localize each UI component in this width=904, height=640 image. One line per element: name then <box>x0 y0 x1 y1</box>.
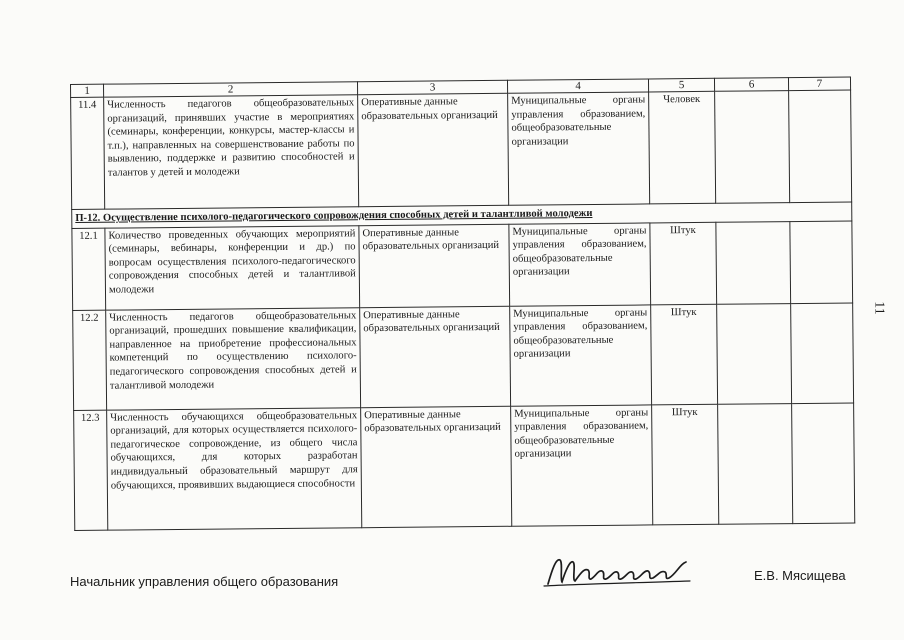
row-number: 11.4 <box>71 97 105 209</box>
data-source: Оперативные данные образовательных организаций <box>361 406 512 527</box>
signatory-position: Начальник управления общего образования <box>70 574 339 589</box>
indicators-table <box>70 77 855 531</box>
header-cell: 1 <box>71 84 104 97</box>
header-cell: 4 <box>507 79 648 93</box>
unit: Штук <box>651 304 718 405</box>
empty-cell <box>716 221 791 304</box>
row-number: 12.1 <box>72 228 106 310</box>
table-row <box>74 403 855 530</box>
indicator-text: Численность обучающихся общеобразовательных организаций, для которых осуществляется психолого-педагогическое сопровождение, из общего числа обучающихся, для которых разработан индивидуальный образовательный маршрут для обучающихся, проявивших выдающиеся способности <box>107 407 362 529</box>
responsible-body: Муниципальные органы управления образованием, общеобразовательные организации <box>508 92 650 205</box>
data-source: Оперативные данные образовательных организаций <box>360 306 511 407</box>
header-cell: 7 <box>788 77 850 91</box>
responsible-body: Муниципальные органы управления образованием, общеобразовательные организации <box>511 405 653 526</box>
data-source: Оперативные данные образовательных организаций <box>359 224 510 307</box>
page-number: 11 <box>871 301 887 315</box>
header-cell: 6 <box>714 78 788 92</box>
table-row <box>72 221 853 310</box>
data-source: Оперативные данные образовательных организаций <box>358 93 509 206</box>
empty-cell <box>792 403 855 524</box>
table-row <box>73 303 854 410</box>
handwritten-signature <box>540 550 710 592</box>
header-cell: 5 <box>648 78 714 92</box>
unit: Человек <box>649 91 716 204</box>
unit: Штук <box>652 404 719 525</box>
header-cell: 3 <box>357 80 507 94</box>
header-cell: 2 <box>104 82 358 97</box>
indicator-text: Количество проведенных обучающих мероприятий (семинары, вебинары, конференции и др.) по вопросам осуществления психолого-педагогического сопровождения способных детей и талантливой молодежи <box>105 225 360 309</box>
empty-cell <box>789 90 852 203</box>
responsible-body: Муниципальные органы управления образованием, общеобразовательные организации <box>509 223 651 306</box>
empty-cell <box>715 91 790 204</box>
responsible-body: Муниципальные органы управления образованием, общеобразовательные организации <box>510 305 652 406</box>
indicator-text: Численность педагогов общеобразовательных организаций, прошедших повышение квалификации, направленное на приобретение профессиональных компетенций по осуществлению психолого-педагогического сопровождения способных детей и талантливой молодежи <box>106 307 361 409</box>
empty-cell <box>791 303 854 404</box>
empty-cell <box>717 303 792 404</box>
empty-cell <box>790 221 853 304</box>
row-number: 12.3 <box>74 410 108 530</box>
indicator-text: Численность педагогов общеобразовательных организаций, принявших участие в мероприятиях (семинары, конференции, конкурсы, мастер-классы и т.п.), направленных на совершенствование работы по выявлению, поддержке и развитию способностей и талантов у детей и молодежи <box>104 95 359 209</box>
empty-cell <box>718 403 793 524</box>
unit: Штук <box>650 222 717 305</box>
signatory-name: Е.В. Мясищева <box>754 568 846 583</box>
row-number: 12.2 <box>73 310 107 410</box>
table-row <box>71 90 852 209</box>
section-title: П-12. Осуществление психолого-педагогического сопровождения способных детей и талантливой молодежи <box>72 202 852 228</box>
